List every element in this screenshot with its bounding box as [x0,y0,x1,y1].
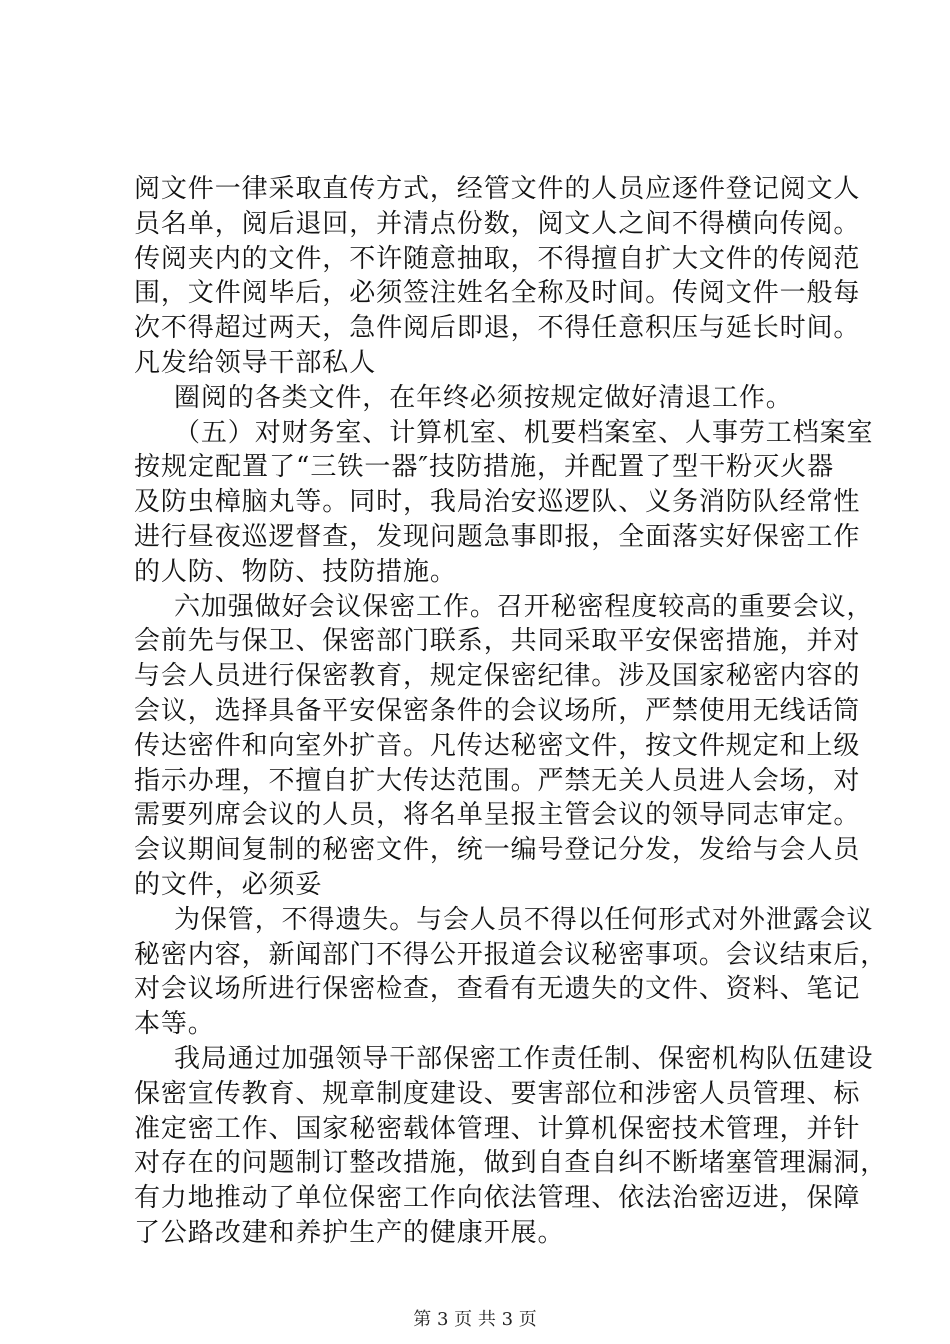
text-line: 传达密件和向室外扩音。凡传达秘密文件，按文件规定和上级 [134,730,861,761]
paragraph-first-line: 六加强做好会议保密工作。召开秘密程度较高的重要会议， [174,591,874,622]
text-line: 阅文件一律采取直传方式，经管文件的人员应逐件登记阅文人 [134,174,861,204]
text-line: 会议期间复制的秘密文件，统一编号登记分发，发给与会人员 [134,835,861,866]
text-line: 本等。 [134,1009,215,1040]
text-line: 秘密内容，新闻部门不得公开报道会议秘密事项。会议结束后， [134,939,888,970]
text-line: 次不得超过两天，急件阅后即退，不得任意积压与延长时间。 [134,313,861,344]
text-line: 的文件，必须妥 [134,869,323,900]
text-line: 会前先与保卫、保密部门联系，共同采取平安保密措施，并对 [134,626,861,657]
text-line: 有力地推动了单位保密工作向依法管理、依法治密迈进，保障 [134,1183,861,1214]
text-line: 及防虫樟脑丸等。同时，我局治安巡逻队、义务消防队经常性 [134,487,861,518]
paragraph-first-line: 我局通过加强领导干部保密工作责任制、保密机构队伍建设 [174,1043,874,1074]
text-line: 保密宣传教育、规章制度建设、要害部位和涉密人员管理、标 [134,1078,861,1109]
paragraph-first-line: （五）对财务室、计算机室、机要档案室、人事劳工档案室 [174,417,874,448]
text-line: 按规定配置了“三铁一器″技防措施，并配置了型干粉灭火器 [134,452,834,483]
text-line: 的人防、物防、技防措施。 [134,556,457,587]
text-line: 会议，选择具备平安保密条件的会议场所，严禁使用无线话筒 [134,695,861,726]
page-number-label: 第 3 页 共 3 页 [413,1309,537,1330]
text-line: 进行昼夜巡逻督查，发现问题急事即报，全面落实好保密工作 [134,521,861,552]
text-line: 需要列席会议的人员，将名单呈报主管会议的领导同志审定。 [134,800,861,831]
text-line: 员名单，阅后退回，并清点份数，阅文人之间不得横向传阅。 [134,208,861,239]
paragraph-first-line: 为保管，不得遗失。与会人员不得以任何形式对外泄露会议 [174,904,874,935]
paragraph-first-line: 圈阅的各类文件，在年终必须按规定做好清退工作。 [174,382,793,413]
text-line: 围，文件阅毕后，必须签注姓名全称及时间。传阅文件一般每 [134,278,861,309]
text-line: 凡发给领导干部私人 [134,347,377,378]
text-line: 指示办理，不擅自扩大传达范围。严禁无关人员进人会场，对 [134,765,861,796]
document-body [134,172,888,1251]
text-line: 对会议场所进行保密检查，查看有无遗失的文件、资料、笔记 [134,974,861,1005]
text-line: 传阅夹内的文件，不许随意抽取，不得擅自扩大文件的传阅范 [134,243,861,274]
text-line: 了公路改建和养护生产的健康开展。 [134,1217,565,1248]
text-line: 准定密工作、国家秘密载体管理、计算机保密技术管理，并针 [134,1113,861,1144]
text-line: 对存在的问题制订整改措施，做到自查自纠不断堵塞管理漏洞， [134,1148,888,1179]
text-line: 与会人员进行保密教育，规定保密纪律。涉及国家秘密内容的 [134,661,861,692]
page-footer [0,1308,950,1332]
